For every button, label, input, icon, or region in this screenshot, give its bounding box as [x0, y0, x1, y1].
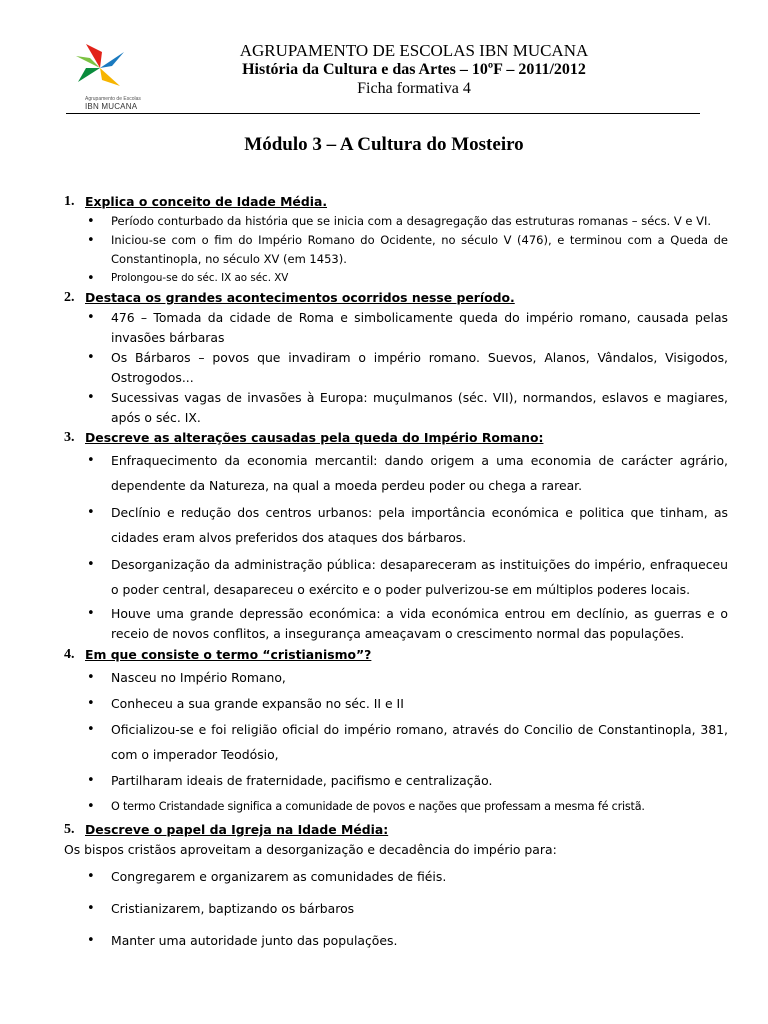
list-item: • Desorganização da administração pública: desapareceram as instituições do império, enfraqueceu o poder central, desapareceu o exército e o poder pulverizou-se em múltiplos poderes locais. [86, 552, 728, 602]
list-item: • Oficializou-se e foi religião oficial do império romano, através do Concilio de Constantinopla, 381, com o imperador Teodósio, [86, 717, 728, 767]
list-item: • Manter uma autoridade junto das populações. [86, 928, 728, 953]
questions [64, 192, 728, 960]
logo-caption: Agrupamento de Escolas [85, 96, 141, 102]
question-number: 2. [64, 290, 75, 305]
pinwheel-logo-icon [72, 42, 128, 94]
question-number: 5. [64, 822, 75, 837]
list-item: • Enfraquecimento da economia mercantil: dando origem a uma economia de carácter agrário, dependente da Natureza, na qual a moeda perdeu poder ou chega a rarear. [86, 448, 728, 498]
school-name: AGRUPAMENTO DE ESCOLAS IBN MUCANA [239, 41, 589, 60]
list-item: • Iniciou-se com o fim do Império Romano do Ocidente, no século V (476), e terminou com a Queda de Constantinopla, no século XV (em 1453). [86, 231, 728, 269]
answer-list-5 [64, 864, 728, 953]
question-number: 4. [64, 647, 75, 662]
list-item: • Conheceu a sua grande expansão no séc. II e II [86, 691, 728, 716]
answer-list-2 [64, 308, 728, 428]
question-text: Explica o conceito de Idade Média. [85, 194, 328, 209]
subject-line: História da Cultura e das Artes – 10ºF – 2011/2012 [242, 61, 586, 78]
page-title: Módulo 3 – A Cultura do Mosteiro [244, 134, 524, 155]
question-2 [64, 288, 728, 308]
list-item: • Declínio e redução dos centros urbanos: pela importância económica e politica que tinham, as cidades eram alvos preferidos dos ataques dos bárbaros. [86, 500, 728, 550]
school-logo [72, 42, 141, 111]
answer-list-3 [64, 448, 728, 644]
question-4 [64, 645, 728, 665]
list-item: • Período conturbado da história que se inicia com a desagregação das estruturas romanas – sécs. V e VI. [86, 212, 728, 231]
list-item: • Cristianizarem, baptizando os bárbaros [86, 896, 728, 921]
document-header [64, 38, 704, 116]
question-5 [64, 820, 728, 840]
logo-petal-green [78, 68, 100, 82]
question-text: Descreve as alterações causadas pela queda do Império Romano: [85, 430, 544, 445]
question-number: 1. [64, 194, 75, 209]
list-item: • Nasceu no Império Romano, [86, 665, 728, 690]
question-text: Descreve o papel da Igreja na Idade Média: [85, 822, 389, 837]
question-text: Em que consiste o termo “cristianismo”? [85, 647, 372, 662]
answer-list-4 [64, 665, 728, 819]
logo-petal-yellow [100, 68, 120, 86]
list-item: • O termo Cristandade significa a comunidade de povos e nações que professam a mesma fé cristã. [86, 794, 728, 819]
question-text: Destaca os grandes acontecimentos ocorridos nesse período. [85, 290, 515, 305]
list-item: • Houve uma grande depressão económica: a vida económica entrou em declínio, as guerras e o receio de novos conflitos, a insegurança ameaçavam o crescimento normal das populações. [86, 604, 728, 644]
list-item: • 476 – Tomada da cidade de Roma e simbolicamente queda do império romano, causada pelas invasões bárbaras [86, 308, 728, 348]
list-item: • Os Bárbaros – povos que invadiram o império romano. Suevos, Alanos, Vândalos, Visigodos, Ostrogodos... [86, 348, 728, 388]
logo-petal-blue [100, 52, 124, 68]
header-rule [66, 113, 700, 114]
question-number: 3. [64, 430, 75, 445]
list-item: • Congregarem e organizarem as comunidades de fiéis. [86, 864, 728, 889]
logo-name: IBN MUCANA [85, 102, 138, 111]
list-item: • Sucessivas vagas de invasões à Europa: muçulmanos (séc. VII), normandos, eslavos e magiares, após o séc. IX. [86, 388, 728, 428]
list-item: • Prolongou-se do séc. IX ao séc. XV [86, 269, 728, 288]
question-1 [64, 192, 728, 212]
answer-list-1 [64, 212, 728, 288]
sheet-label: Ficha formativa 4 [357, 80, 471, 97]
question-3 [64, 428, 728, 448]
intro-text: Os bispos cristãos aproveitam a desorganização e decadência do império para: [64, 842, 557, 857]
list-item: • Partilharam ideais de fraternidade, pacifismo e centralização. [86, 768, 728, 793]
